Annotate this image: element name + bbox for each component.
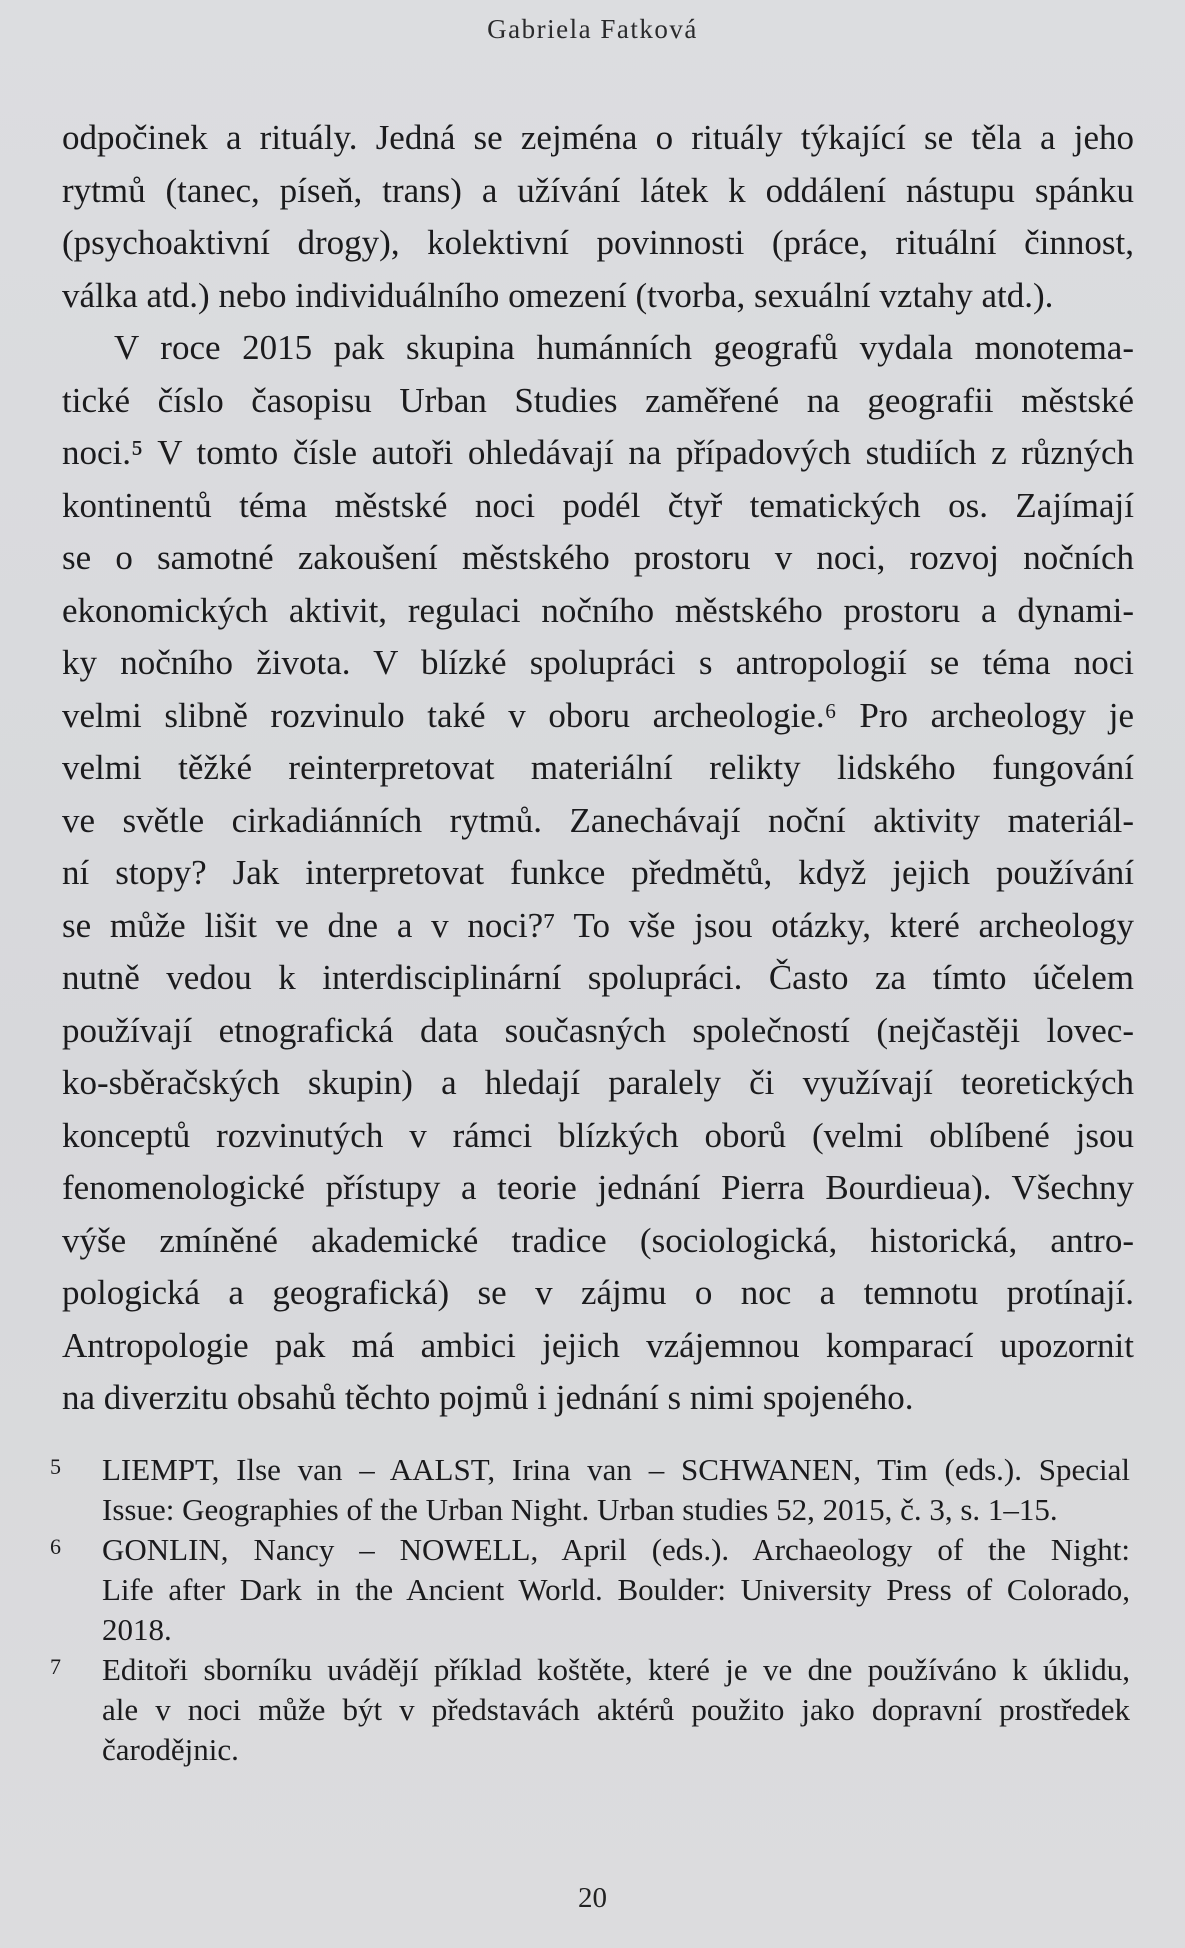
body-text bbox=[62, 112, 1134, 1425]
body-line: nutně vedou k interdisciplinární spolupráci. Často za tímto účelem bbox=[62, 958, 1134, 997]
body-line: konceptů rozvinutých v rámci blízkých oborů (velmi oblíbené jsou bbox=[62, 1115, 1134, 1155]
body-line: velmi slibně rozvinulo také v oboru archeologie.⁶ Pro archeology je bbox=[62, 695, 1134, 735]
body-line: fenomenologické přístupy a teorie jednání Pierra Bourdieua). Všechny bbox=[62, 1168, 1134, 1207]
body-line: ve světle cirkadiánních rytmů. Zanechávají noční aktivity materiál- bbox=[62, 800, 1134, 840]
body-line: V roce 2015 pak skupina humánních geografů vydala monotema- bbox=[114, 328, 1134, 367]
body-line: válka atd.) nebo individuálního omezení (tvorba, sexuální vztahy atd.). bbox=[62, 275, 1054, 315]
footnote-number: 6 bbox=[50, 1534, 61, 1559]
body-line: používají etnografická data současných společností (nejčastěji lovec- bbox=[62, 1010, 1134, 1050]
body-line: ní stopy? Jak interpretovat funkce předmětů, když jejich používání bbox=[62, 853, 1134, 892]
running-head: Gabriela Fatková bbox=[487, 14, 698, 44]
body-line: ko-sběračských skupin) a hledají paralely či využívají teoretických bbox=[62, 1063, 1134, 1102]
footnote-line: čarodějnic. bbox=[102, 1732, 239, 1767]
body-line: Antropologie pak má ambici jejich vzájemnou komparací upozornit bbox=[62, 1325, 1134, 1365]
footnote bbox=[50, 1650, 1130, 1770]
footnote-line: Editoři sborníku uvádějí příklad koštěte, které je ve dne používáno k úklidu, bbox=[102, 1652, 1130, 1687]
body-line: ekonomických aktivit, regulaci nočního městského prostoru a dynami- bbox=[62, 590, 1134, 630]
page-number: 20 bbox=[578, 1882, 607, 1914]
footnote-number: 7 bbox=[50, 1654, 61, 1679]
footnote-line: GONLIN, Nancy – NOWELL, April (eds.). Archaeology of the Night: bbox=[102, 1532, 1130, 1567]
body-line: se o samotné zakoušení městského prostoru v noci, rozvoj nočních bbox=[62, 538, 1134, 577]
footnote-line: Life after Dark in the Ancient World. Boulder: University Press of Colorado, bbox=[102, 1572, 1130, 1607]
body-line: pologická a geografická) se v zájmu o noc a temnotu protínají. bbox=[62, 1273, 1134, 1312]
body-line: kontinentů téma městské noci podél čtyř tematických os. Zajímají bbox=[62, 485, 1134, 525]
body-line: odpočinek a rituály. Jedná se zejména o rituály týkající se těla a jeho bbox=[62, 118, 1134, 157]
footnote-line: LIEMPT, Ilse van – AALST, Irina van – SCHWANEN, Tim (eds.). Special bbox=[102, 1452, 1130, 1487]
footnote-line: 2018. bbox=[102, 1612, 172, 1647]
body-line: výše zmíněné akademické tradice (sociologická, historická, antro- bbox=[62, 1220, 1134, 1260]
footnote bbox=[50, 1530, 1130, 1650]
footnotes bbox=[50, 1450, 1130, 1770]
body-line: rytmů (tanec, píseň, trans) a užívání látek k oddálení nástupu spánku bbox=[62, 170, 1134, 210]
footnote-line: ale v noci může být v představách aktérů použito jako dopravní prostředek bbox=[102, 1692, 1130, 1727]
body-line: ky nočního života. V blízké spolupráci s antropologií se téma noci bbox=[62, 643, 1134, 682]
footnote-number: 5 bbox=[50, 1454, 61, 1479]
body-line: se může lišit ve dne a v noci?⁷ To vše jsou otázky, které archeology bbox=[62, 905, 1134, 945]
footnote-line: Issue: Geographies of the Urban Night. Urban studies 52, 2015, č. 3, s. 1–15. bbox=[102, 1492, 1058, 1527]
body-line: na diverzitu obsahů těchto pojmů i jednání s nimi spojeného. bbox=[62, 1378, 914, 1417]
body-line: noci.⁵ V tomto čísle autoři ohledávají na případových studiích z různých bbox=[62, 433, 1134, 472]
body-line: velmi těžké reinterpretovat materiální relikty lidského fungování bbox=[62, 748, 1134, 787]
body-line: tické číslo časopisu Urban Studies zaměřené na geografii městské bbox=[62, 380, 1134, 420]
footnote bbox=[50, 1450, 1130, 1530]
body-line: (psychoaktivní drogy), kolektivní povinnosti (práce, rituální činnost, bbox=[62, 223, 1134, 262]
